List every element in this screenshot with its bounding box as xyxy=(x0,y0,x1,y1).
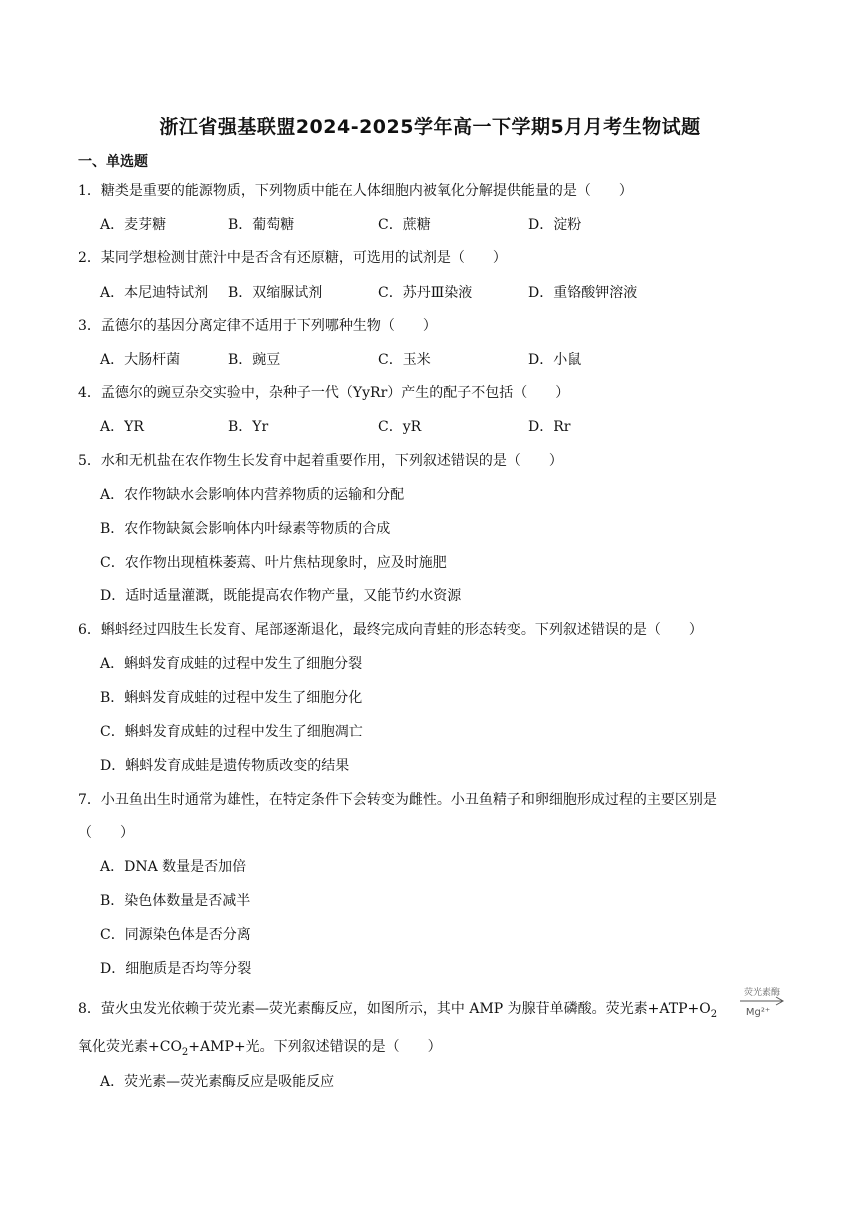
question-7-stem-continued: （ ） xyxy=(78,825,134,841)
q2-option-c[interactable]: C．苏丹Ⅲ染液 xyxy=(378,285,473,301)
q1-option-c[interactable]: C．蔗糖 xyxy=(378,217,431,233)
q4-option-a[interactable]: A．YR xyxy=(100,419,144,435)
q1-option-b[interactable]: B．葡萄糖 xyxy=(228,217,295,233)
question-3-stem: 3．孟德尔的基因分离定律不适用于下列哪种生物（ ） xyxy=(78,318,437,334)
question-8-stem-text: 8．萤火虫发光依赖于荧光素—荧光素酶反应，如图所示，其中 AMP 为腺苷单磷酸。荧光素+ATP+O xyxy=(78,1001,711,1017)
q4-option-c[interactable]: C．yR xyxy=(378,419,422,435)
question-8-stem2-b: +AMP+光。下列叙述错误的是（ ） xyxy=(188,1039,442,1055)
o2-subscript: 2 xyxy=(710,1008,718,1020)
reaction-arrow xyxy=(738,984,786,1024)
q2-option-d[interactable]: D．重铬酸钾溶液 xyxy=(528,285,638,301)
q6-option-b[interactable]: B．蝌蚪发育成蛙的过程中发生了细胞分化 xyxy=(100,690,363,706)
q7-option-a[interactable]: A．DNA 数量是否加倍 xyxy=(100,859,247,875)
question-8-stem2-a: 氧化荧光素+CO xyxy=(78,1039,182,1055)
section-heading: 一、单选题 xyxy=(78,154,148,170)
q1-option-d[interactable]: D．淀粉 xyxy=(528,217,582,233)
question-6-stem: 6．蝌蚪经过四肢生长发育、尾部逐渐退化，最终完成向青蛙的形态转变。下列叙述错误的是（ ） xyxy=(78,622,703,638)
q3-option-c[interactable]: C．玉米 xyxy=(378,352,431,368)
q7-option-d[interactable]: D．细胞质是否均等分裂 xyxy=(100,961,252,977)
q3-option-b[interactable]: B．豌豆 xyxy=(228,352,281,368)
question-4-stem: 4．孟德尔的豌豆杂交实验中，杂种子一代（YyRr）产生的配子不包括（ ） xyxy=(78,385,570,401)
q3-option-d[interactable]: D．小鼠 xyxy=(528,352,582,368)
page-title: 浙江省强基联盟2024-2025学年高一下学期5月月考生物试题 xyxy=(159,116,701,138)
q5-option-d[interactable]: D．适时适量灌溉，既能提高农作物产量，又能节约水资源 xyxy=(100,588,462,604)
q5-option-b[interactable]: B．农作物缺氮会影响体内叶绿素等物质的合成 xyxy=(100,521,391,537)
co2-subscript: 2 xyxy=(181,1046,189,1058)
q4-option-d[interactable]: D．Rr xyxy=(528,419,571,435)
question-8-stem xyxy=(78,998,717,1020)
arrow-catalyst-label: 荧光素酶 xyxy=(743,988,781,998)
q2-option-a[interactable]: A．本尼迪特试剂 xyxy=(100,285,209,301)
q4-option-b[interactable]: B．Yr xyxy=(228,419,269,435)
question-2-stem: 2．某同学想检测甘蔗汁中是否含有还原糖，可选用的试剂是（ ） xyxy=(78,250,507,266)
reaction-arrow-icon xyxy=(738,984,786,1024)
q5-option-a[interactable]: A．农作物缺水会影响体内营养物质的运输和分配 xyxy=(100,487,405,503)
q6-option-c[interactable]: C．蝌蚪发育成蛙的过程中发生了细胞凋亡 xyxy=(100,724,363,740)
q7-option-b[interactable]: B．染色体数量是否减半 xyxy=(100,893,251,909)
q8-option-a[interactable]: A．荧光素—荧光素酶反应是吸能反应 xyxy=(100,1074,335,1090)
arrow-cofactor-label: Mg²⁺ xyxy=(745,1007,771,1018)
question-1-stem: 1．糖类是重要的能源物质，下列物质中能在人体细胞内被氧化分解提供能量的是（ ） xyxy=(78,183,633,199)
q3-option-a[interactable]: A．大肠杆菌 xyxy=(100,352,181,368)
question-7-stem: 7．小丑鱼出生时通常为雄性，在特定条件下会转变为雌性。小丑鱼精子和卵细胞形成过程的主要区别是 xyxy=(78,792,717,808)
question-5-stem: 5．水和无机盐在农作物生长发育中起着重要作用，下列叙述错误的是（ ） xyxy=(78,453,563,469)
q6-option-a[interactable]: A．蝌蚪发育成蛙的过程中发生了细胞分裂 xyxy=(100,656,363,672)
q1-option-a[interactable]: A．麦芽糖 xyxy=(100,217,167,233)
question-8-stem-continued xyxy=(78,1036,442,1058)
q6-option-d[interactable]: D．蝌蚪发育成蛙是遗传物质改变的结果 xyxy=(100,758,350,774)
q2-option-b[interactable]: B．双缩脲试剂 xyxy=(228,285,323,301)
q7-option-c[interactable]: C．同源染色体是否分离 xyxy=(100,927,251,943)
q5-option-c[interactable]: C．农作物出现植株萎蔫、叶片焦枯现象时，应及时施肥 xyxy=(100,555,447,571)
